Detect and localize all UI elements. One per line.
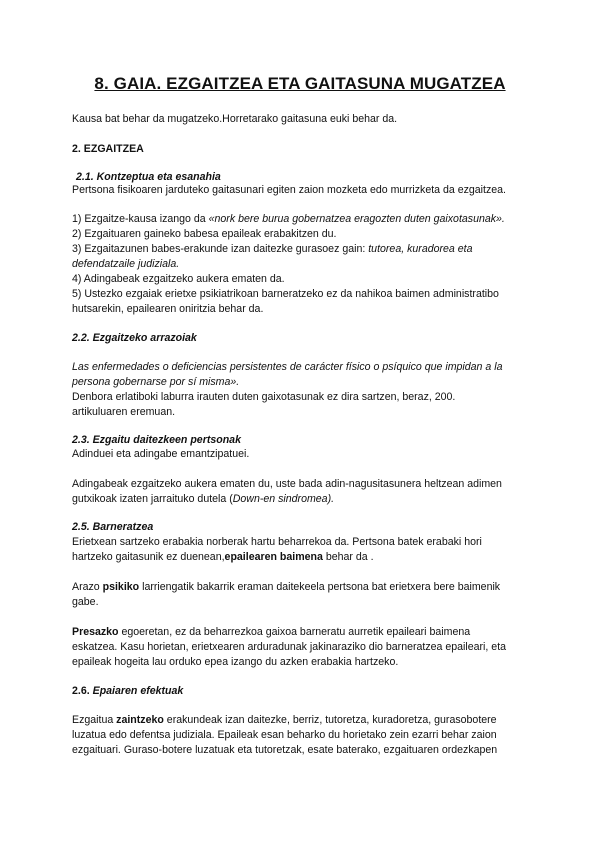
section-2-6-title: Epaiaren efektuak xyxy=(92,685,184,697)
section-2-6-p-line-2: luzatua edo defentsa judiziala. Epaileak esan beharko du horietako zein ezarri behar zaion xyxy=(72,729,497,741)
section-2-5-p1-line-2 xyxy=(72,550,374,564)
section-2-2-heading: 2.2. Ezgaitzeko arrazoiak xyxy=(72,332,197,344)
section-2-6-p-line-3: ezgaituari. Guraso-botere luzatuak eta tutoretzak, esate baterako, ezgaituaren ordezkapen xyxy=(72,744,498,756)
section-2-5-p2-line-1 xyxy=(72,580,500,594)
section-2-3-paragraph-line-2 xyxy=(72,492,334,506)
section-2-2-quote-line-1: Las enfermedades o deficiencias persistentes de carácter físico o psíquico que impidan a la xyxy=(72,361,503,373)
section-2-3-paragraph-italic: Down-en sindromea). xyxy=(232,493,335,505)
section-2-6-heading xyxy=(72,684,183,698)
section-2-5-p3-line-3: epaileak hogeita lau orduko epea izango du azken erabakia hartzeko. xyxy=(72,656,399,668)
section-2-5-p3-bold: Presazko xyxy=(72,626,119,638)
list-item-3-continued: defendatzaile judiziala. xyxy=(72,258,180,270)
list-item-3 xyxy=(72,242,472,256)
section-2-5-p3-line-2: eskatzea. Kasu horietan, erietxearen arduradunak jakinaraziko dio barneratzea epaileari, eta xyxy=(72,641,507,653)
section-2-3-heading: 2.3. Ezgaitu daitezkeen pertsonak xyxy=(72,434,241,446)
list-item-5-continued: hutsarekin, epailearen oniritzia behar da. xyxy=(72,303,264,315)
list-item-3-text: 3) Ezgaitazunen babes-erakunde izan daitezke gurasoez gain: xyxy=(72,243,369,255)
list-item-5: 5) Ustezko ezgaiak erietxe psikiatrikoan barneratzeko ez da nahikoa baimen administratibo xyxy=(72,288,499,300)
section-2-2-text-line-1: Denbora erlatiboki laburra irauten duten gaixotasunak ez dira sartzen, beraz, 200. xyxy=(72,391,456,403)
section-2-2-text-line-2: artikuluaren eremuan. xyxy=(72,406,176,418)
list-item-1 xyxy=(72,212,505,226)
section-2-5-p3-end: egoeretan, ez da beharrezkoa gaixoa barneratu aurretik epaileari baimena xyxy=(118,626,471,638)
list-item-2: 2) Ezgaituaren gaineko babesa epaileak erabakitzen du. xyxy=(72,228,337,240)
intro-text: Kausa bat behar da mugatzeko.Horretarako gaitasuna euki behar da. xyxy=(72,113,398,125)
section-2-2-quote-line-2: persona gobernarse por sí misma». xyxy=(72,376,240,388)
section-2-5-p2-text: Arazo xyxy=(72,581,103,593)
section-2-1-heading: 2.1. Kontzeptua eta esanahia xyxy=(76,171,221,183)
section-2-6-p-text: Ezgaitua xyxy=(72,714,117,726)
section-2-5-p3-line-1 xyxy=(72,625,470,639)
section-2-3-line-1: Adinduei eta adingabe emantzipatuei. xyxy=(72,448,250,460)
section-2-5-p2-end: larriengatik bakarrik eraman daitekeela pertsona bat erietxera bere baimenik xyxy=(139,581,501,593)
section-2-heading: 2. EZGAITZEA xyxy=(72,143,144,155)
section-2-3-paragraph-line-1: Adingabeak ezgaitzeko aukera ematen du, uste bada adin-nagusitasunera heltzean adimen xyxy=(72,478,502,490)
list-item-3-italic: tutorea, kuradorea eta xyxy=(368,243,473,255)
section-2-5-p1-line-1: Erietxean sartzeko erabakia norberak hartu beharrekoa da. Pertsona batek erabaki hori xyxy=(72,536,482,548)
section-2-1-definition: Pertsona fisikoaren jarduteko gaitasunari egiten zaion mozketa edo murrizketa da ezgaitzea. xyxy=(72,184,507,196)
page-title: 8. GAIA. EZGAITZEA ETA GAITASUNA MUGATZEA xyxy=(94,74,506,93)
section-2-5-p2-bold: psikiko xyxy=(102,581,140,593)
list-item-1-text: 1) Ezgaitze-kausa izango da xyxy=(72,213,209,225)
section-2-5-p1-end: behar da . xyxy=(322,551,374,563)
section-2-6-p-bold: zaintzeko xyxy=(116,714,164,726)
section-2-6-p-end: erakundeak izan daitezke, berriz, tutoretza, kuradoretza, gurasobotere xyxy=(163,714,497,726)
list-item-1-quote: «nork bere burua gobernatzea eragozten duten gaixotasunak». xyxy=(208,213,505,225)
section-2-3-paragraph-text: gutxikoak izaten jarraituko dutela ( xyxy=(72,493,233,505)
section-2-6-number: 2.6. xyxy=(72,685,93,697)
section-2-5-p1-bold: epailearen baimena xyxy=(224,551,323,563)
section-2-5-p2-line-2: gabe. xyxy=(72,596,99,608)
section-2-5-heading: 2.5. Barneratzea xyxy=(72,521,154,533)
section-2-6-p-line-1 xyxy=(72,713,497,727)
section-2-5-p1-text: hartzeko gaitasunik ez duenean, xyxy=(72,551,225,563)
list-item-4: 4) Adingabeak ezgaitzeko aukera ematen da. xyxy=(72,273,285,285)
